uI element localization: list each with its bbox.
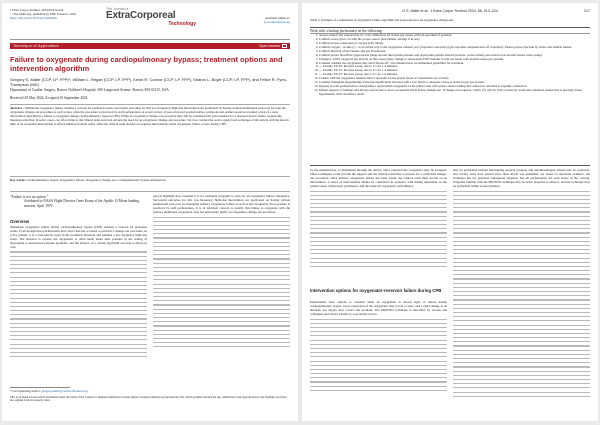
right-page-col1-text: by the manufacturer, is maintained through the device. Once prepared the oxygenator may be swapped. These techniques could provide the surgeon and the clinical team time to prepare for a controlled change-out procedure. Once primary oxygenator failure has been found, the clinical team must decide on an intervention. A series of interventions should be considered in sequence with timing dependent on the patient status, physiologic parameters, and the observed oxygenator performance. <box>310 169 447 188</box>
journal-copyright: © The Author(s), published by EDP Sciences, 2024 <box>10 11 76 16</box>
right-page-col1b-filler <box>310 319 447 391</box>
table-item: 11. — Terumo FX-25: Increase sweep rate to 2:1 for 1-2 minutes. <box>319 73 590 77</box>
journal-citation: J Extra Corpor Technol. 2024;56:214-224 <box>10 8 64 12</box>
keywords-block <box>10 179 290 192</box>
table-item: 12. Consult with the oxygenator manufacturer's specialist on the proper mode of consultation (to contact). <box>319 77 590 81</box>
logo-main-text: ExtraCorporeal <box>106 10 176 21</box>
right-column-body <box>153 195 290 384</box>
right-page-col2-text: may be performed without interrupting surgical progress and anesthesiologists should also be contacted. Our twenty years have passed since their article was published, yet based on anecdotal evidence, the technique has not garnered widespread adoption. Not all perfusionists are even aware of the concept. Programs familiar with the PRONTO technique may be better prepared to adopt it, and the technique may be performed within several minutes. <box>453 169 590 188</box>
article-title: Failure to oxygenate during cardiopulmonary bypass; treatment options and intervention algorithm <box>10 55 283 73</box>
left-column-filler <box>10 251 147 357</box>
table-item: 7. Change to 100% oxygen if not already on that sweep (may change to stand-alone FiO2 blender to rule out issues with normal sweep gas system). <box>319 58 590 62</box>
logo-sub-text: Technology <box>168 21 196 27</box>
author-list: Gregory S. Matte (CCP, LP, FPP)*, William L. Regan (CCP, LP, FPP), Kevin R. Connor (CCP, LP, FPP), Sharon L. Boyle (CCP, LP, FPP), and Felice R. Fynn-Thompson (MD) <box>10 77 288 87</box>
section-label: Technique of Application <box>13 44 59 48</box>
right-page-col1b-text: Perfusionists have options to consider when an oxygenator is shown signs of failure during cardiopulmonary bypass. Gross inspection of the oxygenator may reveal a cause, and a rapid change to an alternate gas supply may correct the problem. The PRONTO technique is described by Groom and colleagues and allows transfer to a secondary device. <box>310 301 447 316</box>
logo-top-text: The Journal of <box>106 7 129 11</box>
license-text: This is an Open Access article distributed under the terms of the Creative Commons Attribution License (https://creativecommons.org/licenses/by/4.0), which permits unrestricted use, distribution, and reproduction in any medium, provided the original work is properly cited. <box>10 394 287 403</box>
right-page-col1-b <box>310 301 447 411</box>
right-page-col1 <box>310 169 447 283</box>
table-item-list <box>310 34 590 97</box>
table-item: 10. — Terumo FX-15: Increase sweep rate to 2:1 for 1-2 minutes. <box>319 69 590 73</box>
available-online <box>220 17 290 25</box>
left-column-body <box>10 226 147 384</box>
available-online-link[interactable]: ject.edpsciences.org <box>264 19 290 24</box>
open-access-badge: Open Access <box>259 43 287 49</box>
epigraph <box>10 195 146 208</box>
right-column-filler <box>153 217 290 348</box>
left-page <box>2 3 298 421</box>
received-accepted-dates: Received 29 May 2024, Accepted 16 September 2024 <box>10 96 88 100</box>
available-online-label: Available online at: <box>265 16 290 20</box>
page-number: 217 <box>584 9 590 13</box>
open-lock-icon <box>282 44 287 48</box>
right-column-text: reports highlight how essential it is for perfusion programs to plan for an oxygenator failure emergency. Successful outcomes for this low-frequency, high-risk intervention are predicated on having written institutional protocols for managing primary oxygenator failure as well as how frequently the procedure is practiced by staff perfusionists. It is of principal concern to qualify that failure to oxygenate with the primary membrane oxygenator does not universally justify an oxygenator change-out procedure. <box>153 195 290 214</box>
table-item: 8. Consider whether the oxygenator may need 'blown off'. Use manufacturer recommended guidelines for treatment. <box>319 62 590 66</box>
right-page-col2 <box>453 169 590 411</box>
table-item: 4. Confirm oxygen – in-line (/) – is on all the way to the oxygenator exhaust port (vaporizer caps/ports) (gas vaporizer adequate/turn off vaporizer). Ensure proper function by tactile and audible means. <box>319 46 590 50</box>
epigraph-attribution: Attributed to NASA Flight Director Gene Kranz of the Apollo 13 Moon landing mission, April 1970. <box>24 199 139 208</box>
overview-heading: Overview <box>10 219 30 224</box>
running-header-text: G.S. Matte et al.: J Extra Corpor Technol 2024, 56, 214–224 <box>402 9 498 13</box>
table-item: 13. Consider malignant hyperthermia if the QA significantly elevated with a low SpO2 or adequate sweep is in the sweep gas system. <box>319 81 590 85</box>
table-item: 1. Assess arterial and venous lines for color differences (if in-line gas values with lab specimen if possible. <box>319 34 590 38</box>
right-page <box>302 3 598 421</box>
table-item: 2. Confirm sweep gas is on with the proper source (and blender settings if in use). <box>319 38 590 42</box>
keywords-label: Key words: <box>10 178 26 182</box>
abstract-text: Membrane oxygenator failure remains a concern for perfusion teams. Successful outcomes for this low-frequency, high-risk intervention are predicated on having written institutional protocols for both the oxygenator change-out procedure as well as how often the procedure is practiced by staff perfusionists. A recent review of peer-reviewed journal articles, textbooks and online resources revealed a lack of a clear intervention algorithm for failure to oxygenate during cardiopulmonary bypass (CPB). While an oxygenator change-out procedure may still be considered the gold standard for a diseased device failure, sequencing measures exist that, in select cases, can afford time to the clinical team and even obviate the need for an oxygenator change-out procedure. We now conduct the source guide back technique of this article with the known limit of an escalation intervention to afford enhanced patient safety while the clinical team decides on required interventions when oxygenator failure occurs during CPB. <box>10 106 289 126</box>
table-item: 14. Request second perfusionist to clean/prime a replacement oxygenator in the pump room with quick-connect tubing and connectors attached to expedite connection. <box>319 85 590 89</box>
table-item: 5. Confirm function of the blender and gas flowmeters. <box>319 50 590 54</box>
journal-logo <box>106 7 196 33</box>
footnotes <box>10 390 290 403</box>
corresponding-email-link[interactable]: gregory.matte@cardio.chboston.org <box>41 389 88 393</box>
table-item: 15. Inform surgeon of findings and discuss action plan to lower acceptable PaO2 before change-out. If change-out required, clarify if it will be with a relatively warm and ventilated patient that is ejecting versus hypothermic with circulatory arrest. <box>319 89 590 97</box>
table-header: Work with a backup perfusionist on the following: <box>310 28 590 34</box>
table-caption: Table 5. Example of a summation of oxygenator failure algorithm and preparation for an oxygenator change-out. <box>310 18 454 22</box>
header-rule <box>10 39 290 40</box>
table-item: 3. Confirm proper connection of oxygen (O2) tubing. <box>319 42 590 46</box>
affiliation: Department of Cardiac Surgery, Boston Children's Hospital, 300 Longwood Avenue, Boston, MA 02115, USA <box>10 88 169 92</box>
epigraph-quote: "Failure is not an option." <box>10 195 48 199</box>
running-header <box>310 9 590 15</box>
algorithm-table <box>310 27 590 166</box>
right-page-col2-filler <box>453 191 590 397</box>
abstract-block <box>10 104 290 177</box>
keywords-text: Cardiopulmonary bypass, Oxygenator failure, Oxygenator change-out, Cardiopulmonary bypass emergencies <box>26 178 167 182</box>
journal-citation-header <box>10 9 90 21</box>
journal-doi-link[interactable]: https://doi.org/10.1051/ject/2024026 <box>10 15 57 20</box>
left-column-text: Membrane oxygenator failure during cardiopulmonary bypass (CPB) remains a concern for perfusion teams. Even though most perfusionists have never had the occasion to perform a change-out procedure on a live patient, it is a well-known event in the perfusion literature and remains a low-frequency high-risk event. The decision to replace the oxygenator is often made under time pressure in the setting of hypoxemia or unexpected pressure gradients, and the absence of a written algorithm can lead to delays in care. <box>10 226 147 249</box>
footnote-rule <box>10 387 70 388</box>
abstract-label: Abstract – <box>10 106 25 110</box>
corresponding-author: *Corresponding author: gregory.matte@cardio.chboston.org <box>10 389 88 393</box>
section-bar <box>10 43 290 49</box>
intervention-heading: Intervention options for oxygenator-reservoir failure during CPB <box>310 288 442 293</box>
right-page-col1-filler <box>310 191 447 267</box>
table-item: 9. — Terumo FX-05: Increase sweep rate to 1:1 for 1-2 minutes. <box>319 65 590 69</box>
table-item: 6. Confirm proper bloodflow (appropriate pump arterial line/system pressure and appropriate patient arterial pressure, correct tubing size selected on arterial/venous roller pump). <box>319 54 590 58</box>
